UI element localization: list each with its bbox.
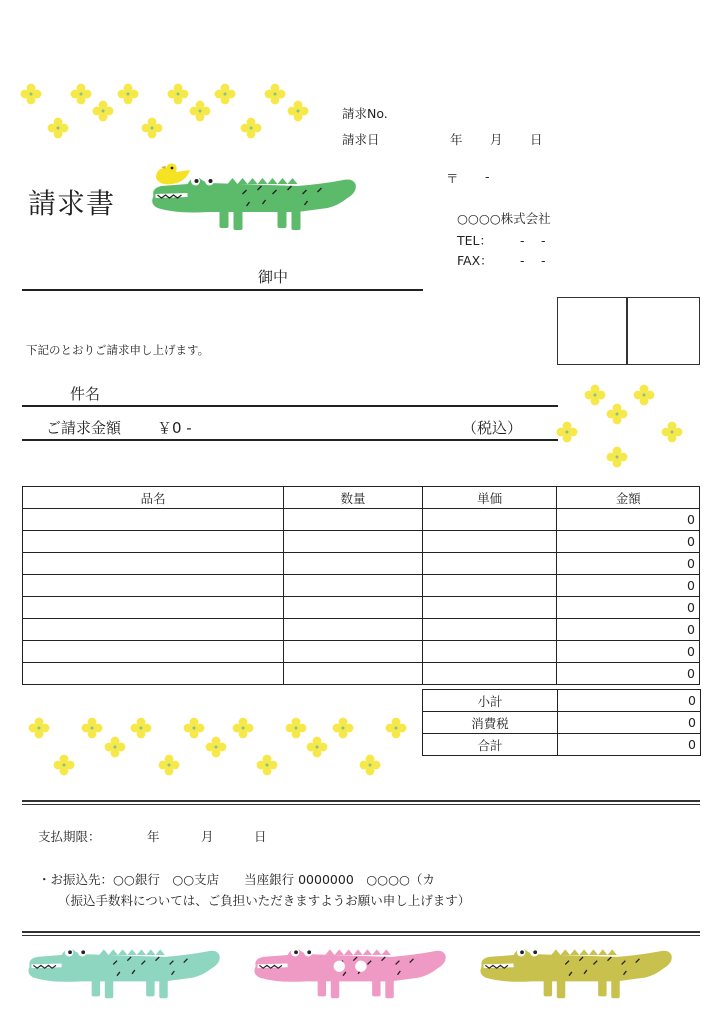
flower-icon [359,754,381,776]
table-row [23,575,700,597]
item-name-cell[interactable] [23,663,284,685]
quantity-cell[interactable] [284,553,423,575]
amount-cell: 0 [557,531,700,553]
amount-cell: 0 [557,619,700,641]
invoice-date-day: 日 [530,132,543,147]
flower-icon [285,717,307,739]
amount-cell: 0 [557,575,700,597]
flower-icon [167,83,189,105]
crocodile-icon [22,940,228,1002]
amount-cell: 0 [557,597,700,619]
flower-icon [306,736,328,758]
amount-cell: 0 [557,509,700,531]
flower-icon [287,100,309,122]
flower-icon [332,717,354,739]
amount-line [22,439,558,441]
flower-icon [20,83,42,105]
subject-line [22,405,558,407]
quantity-cell[interactable] [284,641,423,663]
item-name-cell[interactable] [23,597,284,619]
flower-icon [661,421,683,443]
flower-icon [189,100,211,122]
flower-icon [183,717,205,739]
amount-value: ￥0 - [157,419,192,437]
fax-label: FAX： [457,253,493,268]
tel-value: - - [520,233,546,248]
unit-price-cell[interactable] [422,575,557,597]
flower-icon [633,384,655,406]
unit-price-cell[interactable] [422,531,557,553]
due-label: 支払期限： [38,829,101,844]
amount-cell: 0 [557,663,700,685]
bank-info: ・お振込先：○○銀行 ○○支店 当座銀行 0000000 ○○○○（カ [38,872,435,887]
crocodile-icon [248,940,454,1002]
table-row [23,531,700,553]
flower-icon [47,117,69,139]
invoice-no-label: 請求No. [342,106,388,121]
amount-cell: 0 [557,641,700,663]
due-year: 年 [147,829,160,844]
unit-price-cell[interactable] [422,553,557,575]
item-name-cell[interactable] [23,553,284,575]
flower-icon [214,83,236,105]
footer-divider-top [22,800,700,805]
unit-price-cell[interactable] [422,509,557,531]
tax-row [423,712,701,734]
table-row [23,619,700,641]
flower-icon [130,717,152,739]
flower-icon [584,384,606,406]
item-name-cell[interactable] [23,619,284,641]
invoice-date-year: 年 [450,132,463,147]
item-name-cell[interactable] [23,509,284,531]
postal-dash: - [485,169,490,184]
flower-icon [606,446,628,468]
invoice-date-month: 月 [490,132,503,147]
unit-price-cell[interactable] [422,619,557,641]
amount-cell: 0 [557,553,700,575]
fax-value: - - [520,253,546,268]
flower-icon [141,117,163,139]
stamp-box-2 [627,297,700,365]
flower-icon [240,117,262,139]
fee-note: （振込手数料については、ご負担いただきますようお願い申し上げます） [58,893,471,908]
flower-icon [81,717,103,739]
flower-icon [92,100,114,122]
postal-mark: 〒 [446,171,459,186]
flower-icon [606,403,628,425]
quantity-cell[interactable] [284,531,423,553]
page-title: 請求書 [28,187,116,220]
bird-icon [152,160,194,188]
table-row [23,509,700,531]
flower-icon [53,754,75,776]
table-row [23,641,700,663]
items-table [22,486,700,685]
table-row [23,663,700,685]
header-amount: 金額 [557,487,700,509]
quantity-cell[interactable] [284,597,423,619]
flower-icon [205,736,227,758]
due-day: 日 [254,829,267,844]
total-row [423,734,701,756]
invoice-date-label: 請求日 [342,132,380,147]
table-header-row [23,487,700,509]
flower-icon [158,754,180,776]
header-unit-price: 単価 [422,487,557,509]
flower-icon [104,736,126,758]
total-label: 合計 [423,734,558,756]
total-value: 0 [558,734,701,756]
intro-text: 下記のとおりご請求申し上げます。 [26,343,210,357]
flower-icon [556,421,578,443]
quantity-cell[interactable] [284,619,423,641]
quantity-cell[interactable] [284,575,423,597]
footer-divider-bottom [22,931,700,936]
flower-icon [385,717,407,739]
subtotal-label: 小計 [423,690,558,712]
flower-icon [232,717,254,739]
header-item-name: 品名 [23,487,284,509]
flower-icon [28,717,50,739]
unit-price-cell[interactable] [422,597,557,619]
unit-price-cell[interactable] [422,663,557,685]
subtotal-value: 0 [558,690,701,712]
recipient-line [22,289,423,291]
due-month: 月 [201,829,214,844]
quantity-cell[interactable] [284,509,423,531]
item-name-cell[interactable] [23,641,284,663]
summary-table [422,689,701,756]
stamp-box-1 [557,297,627,365]
company-name: ○○○○株式会社 [457,211,551,226]
flower-icon [117,83,139,105]
table-row [23,597,700,619]
tel-label: TEL： [457,233,492,248]
item-name-cell[interactable] [23,531,284,553]
flower-icon [256,754,278,776]
flower-icon [264,83,286,105]
quantity-cell[interactable] [284,663,423,685]
unit-price-cell[interactable] [422,641,557,663]
crocodile-icon [474,940,680,1002]
table-row [23,553,700,575]
flower-icon [70,83,92,105]
amount-label: ご請求金額 [46,419,122,437]
subject-label: 件名 [70,385,101,403]
recipient-suffix: 御中 [258,268,289,286]
subtotal-row [423,690,701,712]
header-quantity: 数量 [284,487,423,509]
tax-note: （税込） [462,419,523,437]
tax-label: 消費税 [423,712,558,734]
item-name-cell[interactable] [23,575,284,597]
tax-value: 0 [558,712,701,734]
